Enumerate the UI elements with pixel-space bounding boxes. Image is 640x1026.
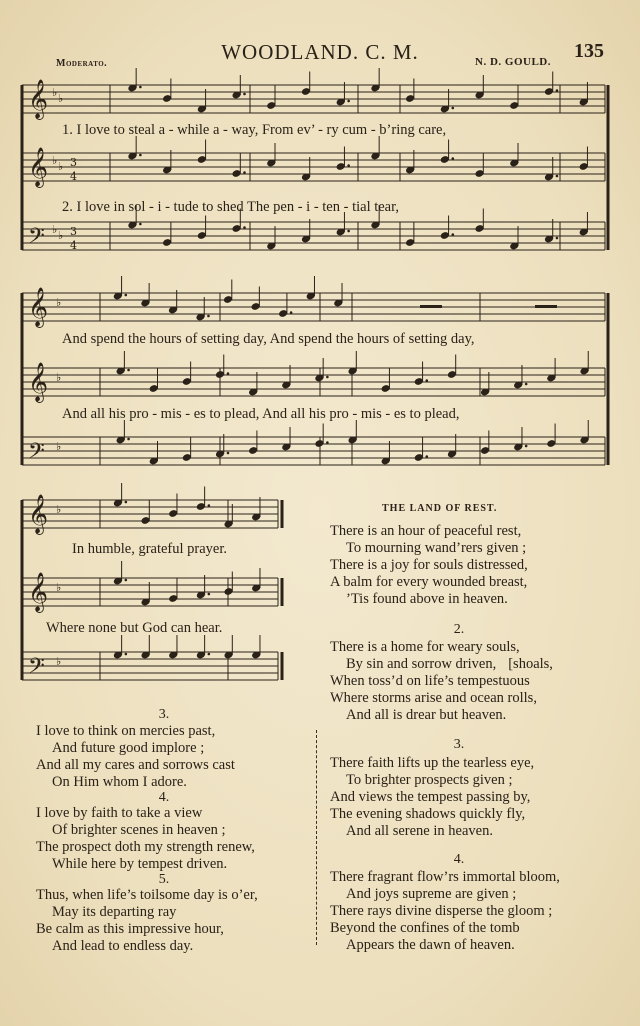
note-dot [347, 100, 350, 103]
stanza-number: 2. [453, 622, 465, 637]
note-dot [556, 237, 559, 240]
composer-name: N. D. GOULD. [475, 56, 551, 68]
note-dot [347, 230, 350, 233]
note-dot [425, 379, 428, 382]
note-dot [525, 383, 528, 386]
flat-icon: ♭ [56, 581, 62, 594]
note-dot [451, 233, 454, 236]
poem-stanza: There fragrant flow’rs immortal bloom, And joys supreme are given ; There rays divine disperse the gloom ; Beyond the confines of the tomb Appears the dawn of heaven. [330, 869, 560, 953]
note-dot [227, 372, 230, 375]
clef-icon: 𝄞 [28, 494, 49, 534]
note-dot [227, 452, 230, 455]
time-signature: 4 [70, 170, 77, 183]
flat-icon: ♭ [58, 229, 64, 242]
tempo-marking: Moderato. [56, 58, 108, 69]
note-dot [208, 653, 211, 656]
flat-icon: ♭ [58, 92, 64, 105]
clef-icon: 𝄞 [28, 572, 49, 612]
note-dot [208, 593, 211, 596]
clef-icon: 𝄞 [28, 147, 49, 187]
flat-icon: ♭ [52, 86, 58, 99]
flat-icon: ♭ [56, 503, 62, 516]
note-dot [556, 89, 559, 92]
verse-number: 4. [158, 790, 170, 805]
flat-icon: ♭ [52, 154, 58, 167]
note-dot [124, 294, 127, 297]
stanza-number: 3. [453, 737, 465, 752]
lyrics-line: 1. I love to steal a - while a - way, From ev’ - ry cum - b’ring care, [62, 122, 447, 138]
note-dot [127, 369, 130, 372]
note-dot [243, 93, 246, 96]
note-dot [451, 107, 454, 110]
note-dot [125, 501, 128, 504]
time-signature: 3 [70, 156, 77, 169]
clef-icon: 𝄢 [28, 439, 45, 469]
note-dot [556, 175, 559, 178]
poem-title: THE LAND OF REST. [382, 503, 498, 514]
clef-icon: 𝄞 [28, 79, 49, 119]
lyrics-line: In humble, grateful prayer. [72, 541, 228, 557]
note-dot [139, 223, 142, 226]
flat-icon: ♭ [56, 296, 62, 309]
lyrics-line: And all his pro - mis - es to plead, And all his pro - mis - es to plead, [62, 406, 460, 422]
verse-number: 5. [158, 872, 170, 887]
note-dot [125, 653, 128, 656]
rest-mark [535, 305, 557, 308]
lyrics-line: And spend the hours of setting day, And spend the hours of setting day, [62, 331, 475, 347]
page-number: 135 [574, 40, 604, 62]
flat-icon: ♭ [58, 160, 64, 173]
time-signature: 3 [70, 225, 77, 238]
note-dot [139, 154, 142, 157]
note-dot [127, 438, 130, 441]
poem-stanza: There is an hour of peaceful rest, To mourning wand’rers given ; There is a joy for souls distressed, A balm for every wounded breast, ’Tis found above in heaven. [330, 523, 528, 607]
time-signature: 4 [70, 239, 77, 252]
verse-number: 3. [158, 707, 170, 722]
note-dot [347, 164, 350, 167]
note-dot [326, 441, 329, 444]
clef-icon: 𝄢 [28, 654, 45, 684]
flat-icon: ♭ [52, 223, 58, 236]
clef-icon: 𝄞 [28, 287, 49, 327]
clef-icon: 𝄢 [28, 224, 45, 254]
flat-icon: ♭ [56, 440, 62, 453]
note-dot [208, 504, 211, 507]
note-dot [243, 171, 246, 174]
note-dot [207, 315, 210, 318]
hymn-title: WOODLAND. C. M. [221, 40, 419, 64]
rest-mark [420, 305, 442, 308]
flat-icon: ♭ [56, 655, 62, 668]
note-dot [243, 226, 246, 229]
note-dot [326, 376, 329, 379]
poem-stanza: There is a home for weary souls, By sin and sorrow driven, [shoals, When toss’d on life’s tempestuous Where storms arise and ocean rolls, And all is drear but heaven. [330, 639, 553, 723]
column-divider [316, 730, 317, 945]
stanza-number: 4. [453, 852, 465, 867]
note-dot [290, 311, 293, 314]
hymn-verse: I love to think on mercies past, And future good implore ; And all my cares and sorrows cast On Him whom I adore. [36, 723, 235, 790]
flat-icon: ♭ [56, 371, 62, 384]
poem-stanza: There faith lifts up the tearless eye, To brighter prospects given ; And views the tempest passing by, The evening shadows quickly fly, And all serene in heaven. [330, 755, 535, 839]
lyrics-line: Where none but God can hear. [46, 620, 223, 636]
hymn-verse: Thus, when life’s toilsome day is o’er, May its departing ray Be calm as this impressive hour, And lead to endless day. [36, 887, 258, 954]
note-dot [451, 157, 454, 160]
clef-icon: 𝄞 [28, 362, 49, 402]
note-dot [525, 445, 528, 448]
hymn-verse: I love by faith to take a view Of brighter scenes in heaven ; The prospect doth my strength renew, While here by tempest driven. [36, 805, 255, 872]
lyrics-line: 2. I love in sol - i - tude to shed The pen - i - ten - tial tear, [62, 199, 399, 215]
note-dot [139, 86, 142, 89]
note-dot [125, 579, 128, 582]
note-dot [425, 455, 428, 458]
